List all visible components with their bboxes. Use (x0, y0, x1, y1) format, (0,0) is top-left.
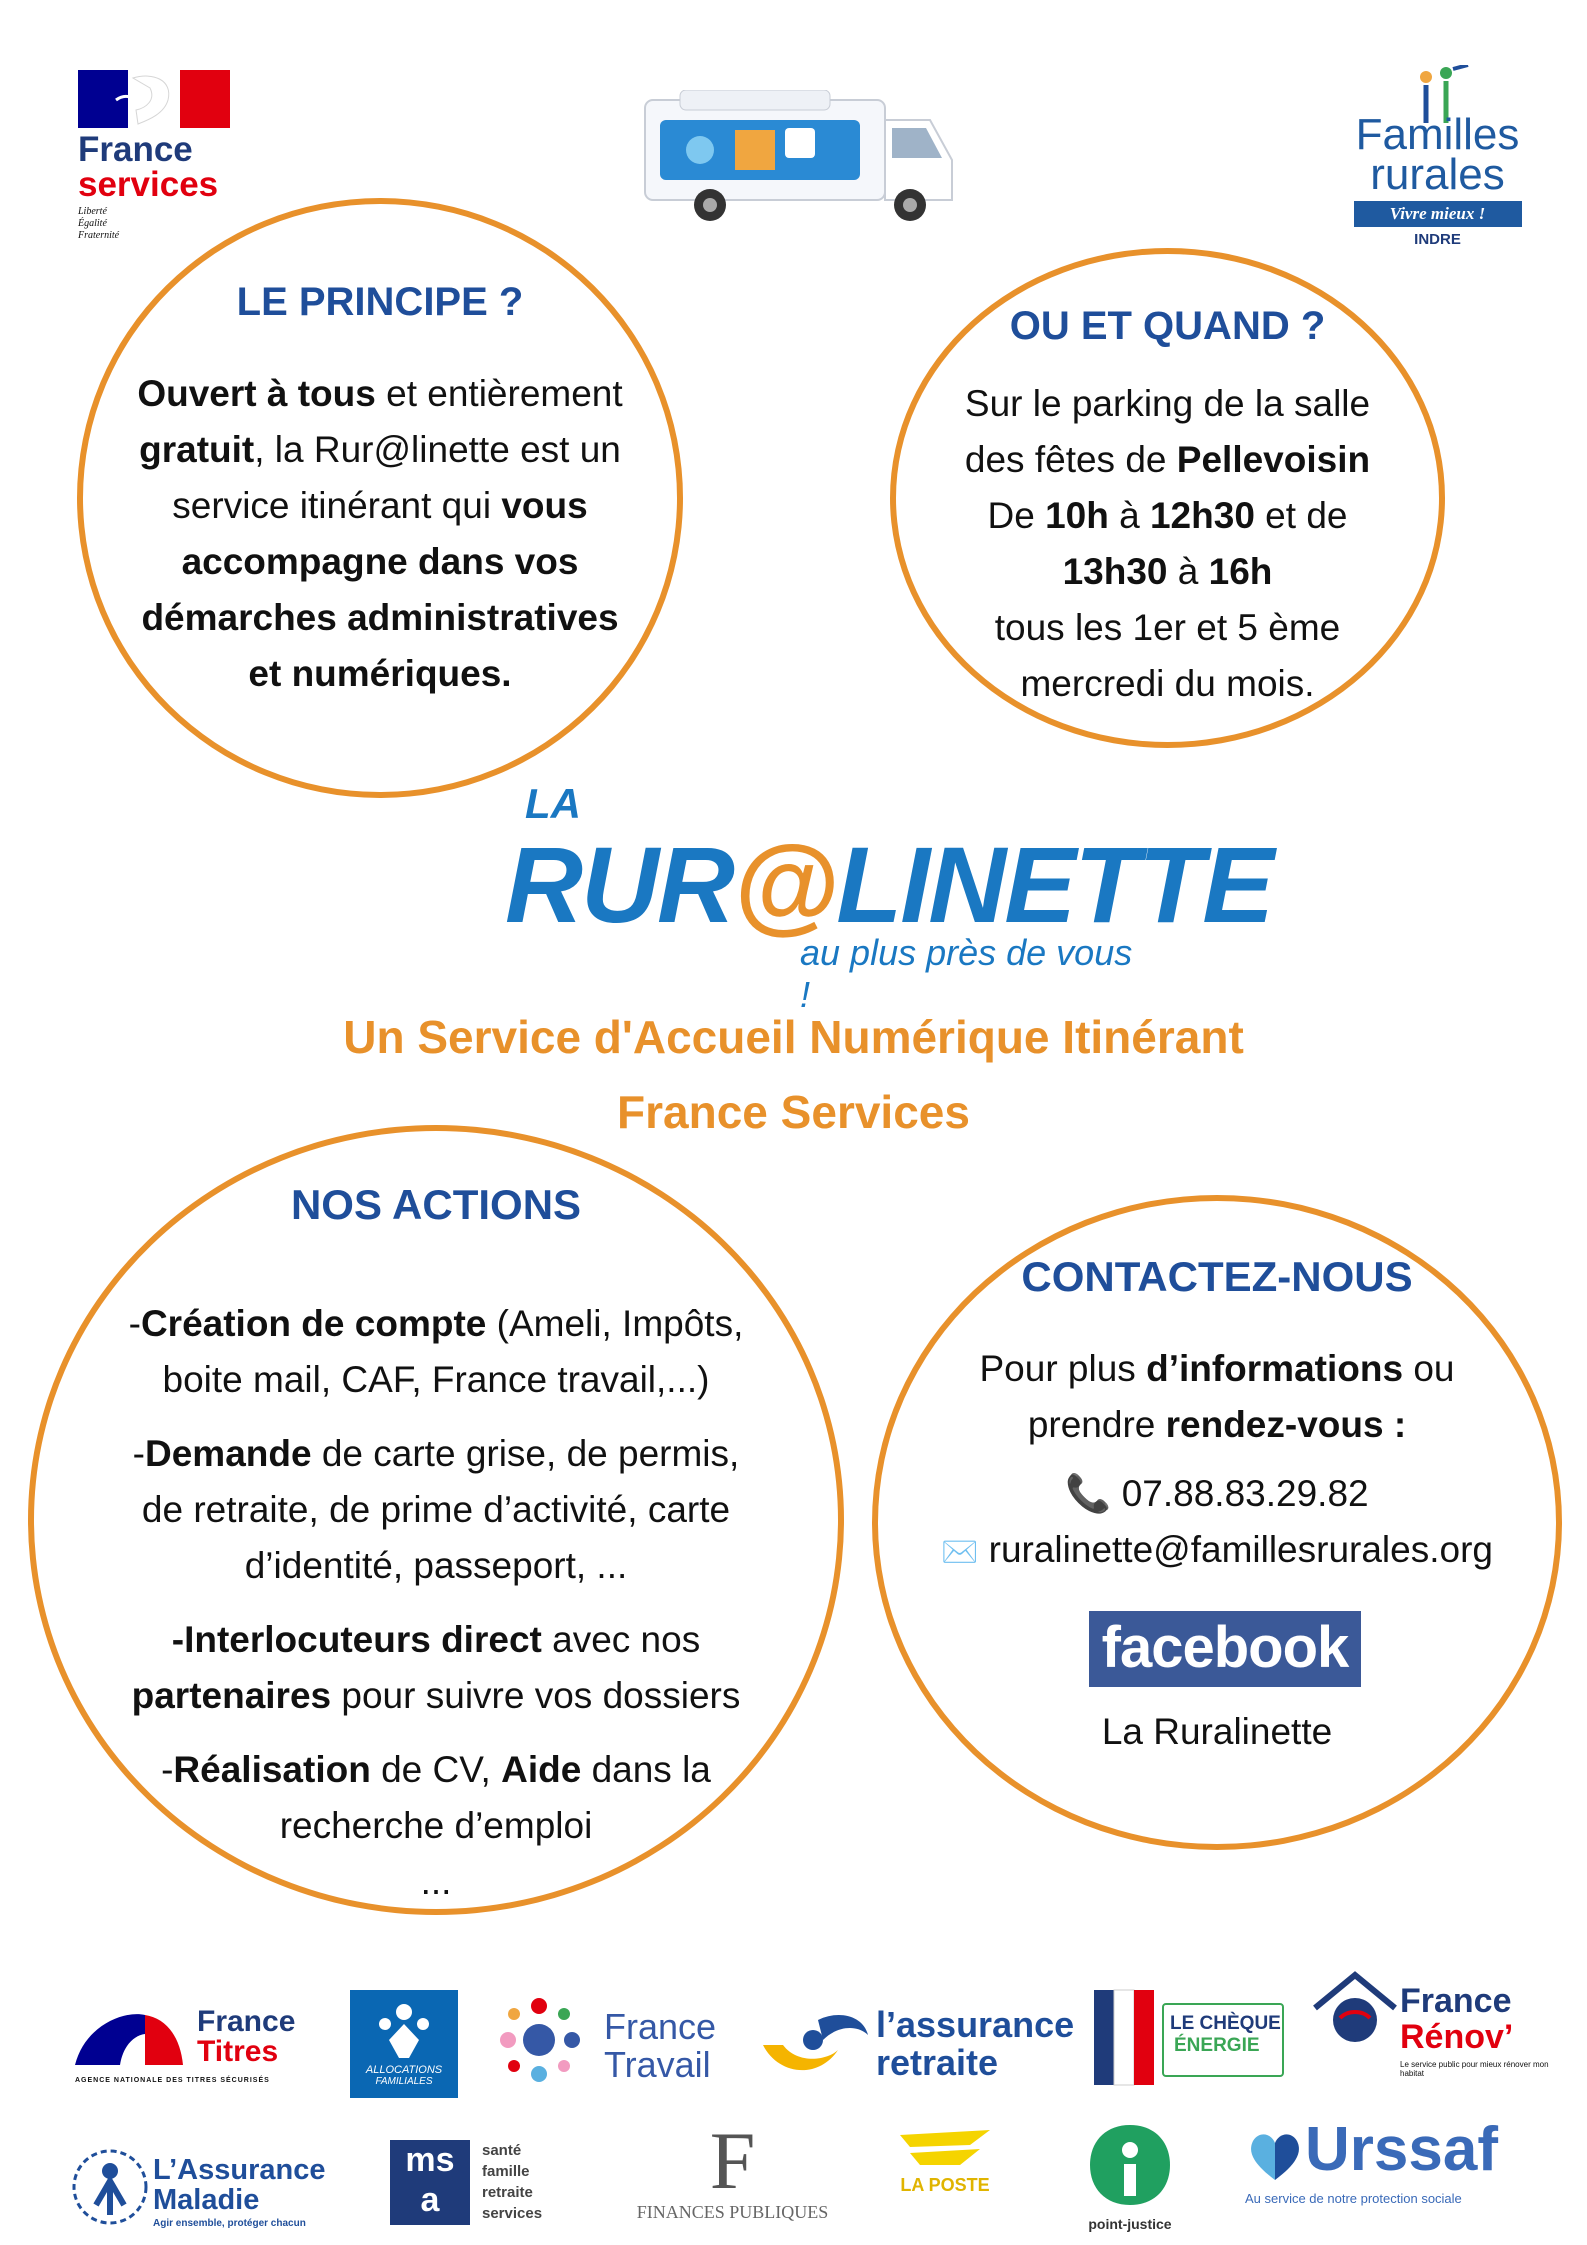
msa-l4: services (482, 2205, 543, 2222)
text: à (1167, 551, 1209, 592)
bold-text: 10h (1045, 495, 1109, 536)
point-justice-icon (1085, 2120, 1175, 2210)
familles-line2: rurales (1370, 150, 1505, 199)
text: , la Rur@linette est un (254, 429, 621, 470)
headline-line2: France Services (617, 1086, 970, 1138)
familles-line1: Familles (1355, 110, 1520, 159)
text: pour suivre vos dossiers (331, 1675, 741, 1716)
bold-text: d’informations (1146, 1348, 1404, 1389)
bold-text: démarches administratives (141, 597, 619, 638)
motorhome-icon (640, 90, 958, 225)
france-renov-l1: France (1400, 1982, 1512, 2020)
text: tous les 1er et 5 ème (994, 607, 1341, 648)
la-poste-bird-icon (890, 2125, 1000, 2175)
bold-text: Ouvert à tous (137, 373, 376, 414)
france-titres-l1: France (197, 2005, 296, 2038)
contact-text (878, 1341, 1556, 1453)
ou-quand-line-2 (896, 432, 1439, 488)
urssaf-sub: Au service de notre protection sociale (1245, 2191, 1462, 2206)
action-item (34, 1742, 838, 1910)
bold-text: accompagne dans vos (181, 541, 579, 582)
house-icon (1310, 1970, 1400, 2050)
urssaf-l1: Urssaf (1305, 2115, 1498, 2184)
text: à (1108, 495, 1150, 536)
text: boite mail, CAF, France travail,...) (162, 1359, 710, 1400)
text: et entièrement (375, 373, 623, 414)
text: de carte grise, de permis, (311, 1433, 740, 1474)
action-4-line-3 (34, 1854, 838, 1910)
principe-circle (77, 198, 683, 798)
principe-line-6 (83, 646, 677, 702)
text: recherche d’emploi (279, 1805, 593, 1846)
france-titres-logo (75, 2005, 300, 2100)
brand-la: LA (525, 780, 581, 827)
action-item (34, 1296, 838, 1408)
text: Sur le parking de la salle (964, 383, 1371, 424)
cheque-energie-l1: LE CHÈQUE (1170, 2013, 1281, 2034)
facebook-page-name[interactable]: La Ruralinette (1101, 1711, 1333, 1752)
assurance-maladie-l1: L’Assurance (153, 2154, 326, 2186)
caf-family-icon (369, 2000, 439, 2060)
facebook-logo[interactable]: facebook (1089, 1611, 1361, 1687)
familles-tagline: Vivre mieux ! (1354, 201, 1522, 227)
point-justice-l1: point-justice (1088, 2216, 1172, 2232)
text: avec nos (541, 1619, 701, 1660)
france-travail-logo (492, 1990, 732, 2100)
france-services-logo (78, 70, 238, 260)
contact-email[interactable]: ruralinette@famillesrurales.org (988, 1529, 1493, 1570)
bold-text: -Interlocuteurs direct (171, 1619, 542, 1660)
bold-text: rendez-vous : (1165, 1404, 1407, 1445)
france-renov-logo (1310, 1970, 1570, 2090)
ou-quand-circle (890, 248, 1445, 748)
principe-line-2 (83, 422, 677, 478)
action-1-line-1 (34, 1296, 838, 1352)
france-travail-l1: France (604, 2006, 717, 2047)
text: ou (1403, 1348, 1455, 1389)
text: de CV, (370, 1749, 502, 1790)
text: dans la (581, 1749, 711, 1790)
point-justice-logo (1060, 2120, 1200, 2240)
contact-line-1 (878, 1341, 1556, 1397)
finances-f-icon: F (709, 2115, 756, 2206)
ou-quand-line-6 (896, 656, 1439, 712)
bold-text: 16h (1208, 551, 1273, 592)
action-3-line-1 (34, 1612, 838, 1668)
finances-l1: FINANCES PUBLIQUES (636, 2202, 829, 2222)
text: d’identité, passeport, ... (244, 1545, 628, 1586)
headline-line1: Un Service d'Accueil Numérique Itinérant (343, 1011, 1244, 1063)
text: - (161, 1749, 174, 1790)
actions-text (34, 1296, 838, 1928)
bold-text: partenaires (131, 1675, 332, 1716)
contact-line-2 (878, 1397, 1556, 1453)
text: des fêtes de (964, 439, 1177, 480)
ou-quand-line-1 (896, 376, 1439, 432)
brand-name-right: LINETTE (836, 824, 1273, 945)
france-titres-arch-icon (75, 2010, 185, 2070)
text: ... (420, 1861, 452, 1902)
action-4-line-1 (34, 1742, 838, 1798)
msa-l1: santé (482, 2142, 522, 2159)
action-4-line-2 (34, 1798, 838, 1854)
bold-text: Aide (501, 1749, 582, 1790)
text: service itinérant qui (172, 485, 502, 526)
bold-text: Réalisation (173, 1749, 371, 1790)
principe-title: LE PRINCIPE ? (236, 280, 524, 324)
france-travail-dots-icon (492, 1990, 587, 2090)
action-item (34, 1612, 838, 1724)
cheque-energie-flag-icon (1090, 1985, 1160, 2090)
bold-text: vous (501, 485, 588, 526)
msa-logo (390, 2140, 580, 2230)
ou-quand-text (896, 376, 1439, 712)
principe-line-4 (83, 534, 677, 590)
ruralinette-logo (505, 780, 1273, 1015)
france-services-line1: France (78, 130, 193, 169)
marianne-flag-icon (78, 70, 230, 128)
email-icon: ✉️ (940, 1536, 979, 1569)
text: de retraite, de prime d’activité, carte (141, 1489, 731, 1530)
msa-l3: retraite (482, 2184, 533, 2201)
principe-line-1 (83, 366, 677, 422)
ou-quand-title: OU ET QUAND ? (1009, 304, 1326, 348)
bold-text: Demande (145, 1433, 312, 1474)
action-3-line-2 (34, 1668, 838, 1724)
action-2-line-3 (34, 1538, 838, 1594)
camping-car-image (640, 90, 958, 225)
france-travail-l2: Travail (604, 2044, 711, 2085)
ou-quand-line-4 (896, 544, 1439, 600)
contact-circle (872, 1195, 1562, 1850)
france-renov-l2: Rénov’ (1400, 2018, 1514, 2056)
la-poste-logo (880, 2125, 1010, 2205)
text: De (987, 495, 1046, 536)
text: Pour plus (979, 1348, 1147, 1389)
france-titres-sub: AGENCE NATIONALE DES TITRES SÉCURISÉS (75, 2077, 270, 2084)
action-2-line-1 (34, 1426, 838, 1482)
assurance-retraite-l2: retraite (876, 2042, 999, 2083)
motto-2: Égalité (78, 218, 107, 229)
assurance-maladie-logo (68, 2140, 338, 2235)
bold-text: 12h30 (1149, 495, 1255, 536)
actions-title: NOS ACTIONS (290, 1181, 582, 1228)
caf-logo (350, 1990, 458, 2098)
phone-icon: 📞 (1065, 1473, 1112, 1514)
la-poste-l1: LA POSTE (900, 2175, 990, 2195)
familles-rurales-logo (1340, 65, 1535, 260)
text: - (132, 1433, 145, 1474)
action-item (34, 1426, 838, 1594)
actions-circle (28, 1125, 844, 1915)
brand-slogan: au plus près de vous ! (800, 932, 1133, 1015)
bold-text: et numériques. (248, 653, 512, 694)
assurance-maladie-l2: Maladie (153, 2184, 260, 2216)
bold-text: 13h30 (1062, 551, 1168, 592)
france-titres-l2: Titres (197, 2035, 279, 2068)
principe-line-5 (83, 590, 677, 646)
urssaf-logo (1245, 2115, 1545, 2215)
brand-at: @ (732, 824, 837, 945)
ou-quand-line-5 (896, 600, 1439, 656)
principe-text (83, 366, 677, 702)
ou-quand-line-3 (896, 488, 1439, 544)
msa-mark-icon: ms a (390, 2140, 470, 2225)
bold-text: Pellevoisin (1176, 439, 1371, 480)
text: prendre (1027, 1404, 1166, 1445)
text: et de (1254, 495, 1348, 536)
assurance-maladie-figure-icon (68, 2145, 153, 2230)
action-1-line-2 (34, 1352, 838, 1408)
finances-publiques-logo (620, 2115, 845, 2235)
cheque-energie-logo (1090, 1985, 1290, 2095)
assurance-retraite-swoosh-icon (758, 2010, 873, 2080)
bold-text: Création de compte (140, 1303, 487, 1344)
assurance-retraite-l1: l’assurance (876, 2004, 1075, 2045)
cheque-energie-l2: ÉNERGIE (1174, 2035, 1260, 2056)
urssaf-heart-icon (1245, 2125, 1305, 2185)
caf-l1: ALLOCATIONS (365, 2064, 443, 2076)
motto-3: Fraternité (78, 230, 120, 241)
france-renov-sub: Le service public pour mieux rénover mon habitat (1400, 2060, 1549, 2078)
france-services-line2: services (78, 165, 219, 204)
text: (Ameli, Impôts, (486, 1303, 744, 1344)
text: mercredi du mois. (1020, 663, 1315, 704)
bold-text: gratuit (139, 429, 255, 470)
action-2-line-2 (34, 1482, 838, 1538)
familles-region: INDRE (1414, 231, 1461, 248)
contact-phone[interactable]: 07.88.83.29.82 (1121, 1473, 1369, 1514)
assurance-retraite-logo (758, 2000, 1078, 2090)
text: - (128, 1303, 141, 1344)
contact-email-row[interactable] (878, 1522, 1556, 1581)
msa-l2: famille (482, 2163, 530, 2180)
principe-line-3 (83, 478, 677, 534)
contact-phone-row[interactable] (878, 1466, 1556, 1522)
brand-name-left: RUR (505, 824, 733, 945)
contact-title: CONTACTEZ-NOUS (1021, 1253, 1413, 1300)
caf-l2: FAMILIALES (375, 2076, 433, 2087)
assurance-maladie-sub: Agir ensemble, protéger chacun (153, 2218, 306, 2229)
motto-1: Liberté (78, 206, 107, 217)
